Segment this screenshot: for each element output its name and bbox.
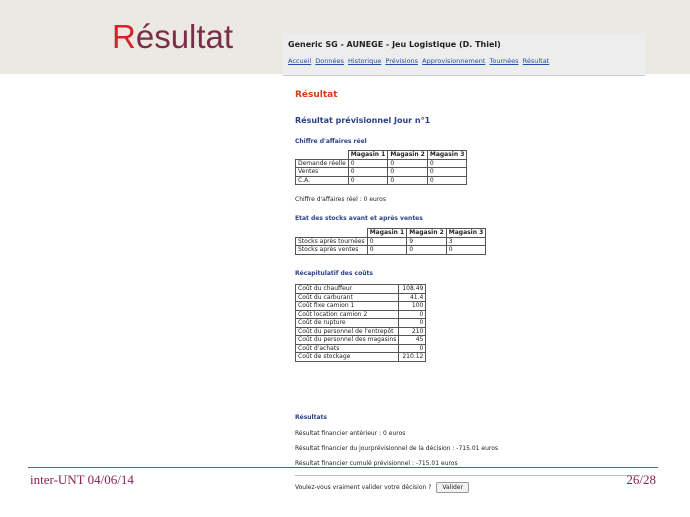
divider (295, 475, 640, 476)
result-line: Résultat financier cumulé prévisionnel : -715.01 euros (295, 460, 458, 467)
table-header-cell: Magasin 3 (427, 151, 467, 160)
ca-total: Chiffre d'affaires réel : 0 euros (295, 196, 386, 203)
table-row (296, 353, 426, 362)
table-row (296, 302, 426, 311)
cost-section-title: Récapitulatif des coûts (295, 270, 373, 277)
table-row (296, 293, 426, 302)
row-label: Coût d'achats (296, 344, 399, 353)
stock-table (295, 228, 486, 255)
row-label: Coût de stockage (296, 353, 399, 362)
row-label: Coût de rupture (296, 319, 399, 328)
table-cell: 0 (348, 168, 388, 177)
table-row (296, 344, 426, 353)
table-cell: 0 (399, 310, 426, 319)
table-cell: 0 (427, 168, 467, 177)
app-header (283, 33, 645, 76)
table-cell: 108.49 (399, 285, 426, 294)
table-cell: 0 (388, 159, 428, 168)
table-row (296, 319, 426, 328)
table-header-row (296, 151, 467, 160)
table-cell: 0 (399, 344, 426, 353)
ca-table (295, 150, 467, 185)
app-title: Generic SG - AUNEGE - Jeu Logistique (D. Thiel) (288, 40, 501, 49)
table-cell: 0 (399, 319, 426, 328)
validate-button[interactable]: Valider (436, 482, 469, 493)
table-cell: 0 (367, 237, 407, 246)
table-corner-cell (296, 229, 368, 238)
slide-title-initial: R (112, 18, 136, 55)
page-subheading: Résultat prévisionnel Jour n°1 (295, 116, 431, 125)
table-header-row (296, 229, 486, 238)
table-cell: 0 (427, 176, 467, 185)
result-line: Résultat financier du jourprévisionnel de la décision : -715.01 euros (295, 445, 499, 452)
row-label: C.A. (296, 176, 349, 185)
table-cell: 210 (399, 327, 426, 336)
table-cell: 210.12 (399, 353, 426, 362)
table-cell: 41.4 (399, 293, 426, 302)
table-header-cell: Magasin 2 (388, 151, 428, 160)
table-cell: 0 (427, 159, 467, 168)
table-row (296, 168, 467, 177)
table-row (296, 327, 426, 336)
footer-left-text: inter-UNT 04/06/14 (30, 472, 134, 487)
table-cell: 3 (446, 237, 486, 246)
table-row (296, 285, 426, 294)
row-label: Coût location camion 2 (296, 310, 399, 319)
cost-table (295, 284, 426, 362)
table-row (296, 176, 467, 185)
table-cell: 0 (348, 159, 388, 168)
table-cell: 0 (367, 246, 407, 255)
table-cell: 0 (388, 176, 428, 185)
row-label: Stocks après tournées (296, 237, 368, 246)
page-heading: Résultat (295, 90, 338, 100)
row-label: Coût du carburant (296, 293, 399, 302)
nav-link-approvisionnement[interactable]: Approvisionnement (422, 57, 486, 65)
table-cell: 0 (407, 246, 447, 255)
result-line: Résultat financier antérieur : 0 euros (295, 430, 406, 437)
table-cell: 0 (388, 168, 428, 177)
nav-menu (288, 57, 551, 65)
table-header-cell: Magasin 2 (407, 229, 447, 238)
footer-divider (28, 467, 658, 468)
confirm-row (295, 482, 469, 493)
table-row (296, 246, 486, 255)
row-label: Stocks après ventes (296, 246, 368, 255)
table-cell: 45 (399, 336, 426, 345)
nav-link-donnees[interactable]: Données (315, 57, 344, 65)
row-label: Coût du personnel de l'entrepôt (296, 327, 399, 336)
slide-title (112, 20, 233, 53)
nav-link-resultat[interactable]: Résultat (522, 57, 550, 65)
table-corner-cell (296, 151, 349, 160)
ca-section-title: Chiffre d'affaires réel (295, 138, 367, 145)
stock-section-title: Etat des stocks avant et après ventes (295, 215, 423, 222)
slide-page-number: 26/28 (626, 472, 656, 487)
row-label: Demande réelle (296, 159, 349, 168)
table-cell: 0 (446, 246, 486, 255)
row-label: Coût fixe camion 1 (296, 302, 399, 311)
table-row (296, 237, 486, 246)
table-cell: 100 (399, 302, 426, 311)
nav-link-accueil[interactable]: Accueil (288, 57, 312, 65)
slide-title-rest: ésultat (135, 18, 234, 55)
table-header-cell: Magasin 3 (446, 229, 486, 238)
table-header-cell: Magasin 1 (348, 151, 388, 160)
nav-link-historique[interactable]: Historique (347, 57, 382, 65)
nav-link-previsions[interactable]: Prévisions (385, 57, 419, 65)
results-section-title: Résultats (295, 414, 327, 421)
table-row (296, 310, 426, 319)
table-header-cell: Magasin 1 (367, 229, 407, 238)
nav-link-tournees[interactable]: Tournées (489, 57, 519, 65)
table-row (296, 159, 467, 168)
confirm-question: Voulez-vous vraiment valider votre décision ? (295, 484, 432, 491)
table-cell: 0 (348, 176, 388, 185)
row-label: Coût du personnel des magasins (296, 336, 399, 345)
table-row (296, 336, 426, 345)
row-label: Ventes (296, 168, 349, 177)
table-cell: 9 (407, 237, 447, 246)
row-label: Coût du chauffeur (296, 285, 399, 294)
